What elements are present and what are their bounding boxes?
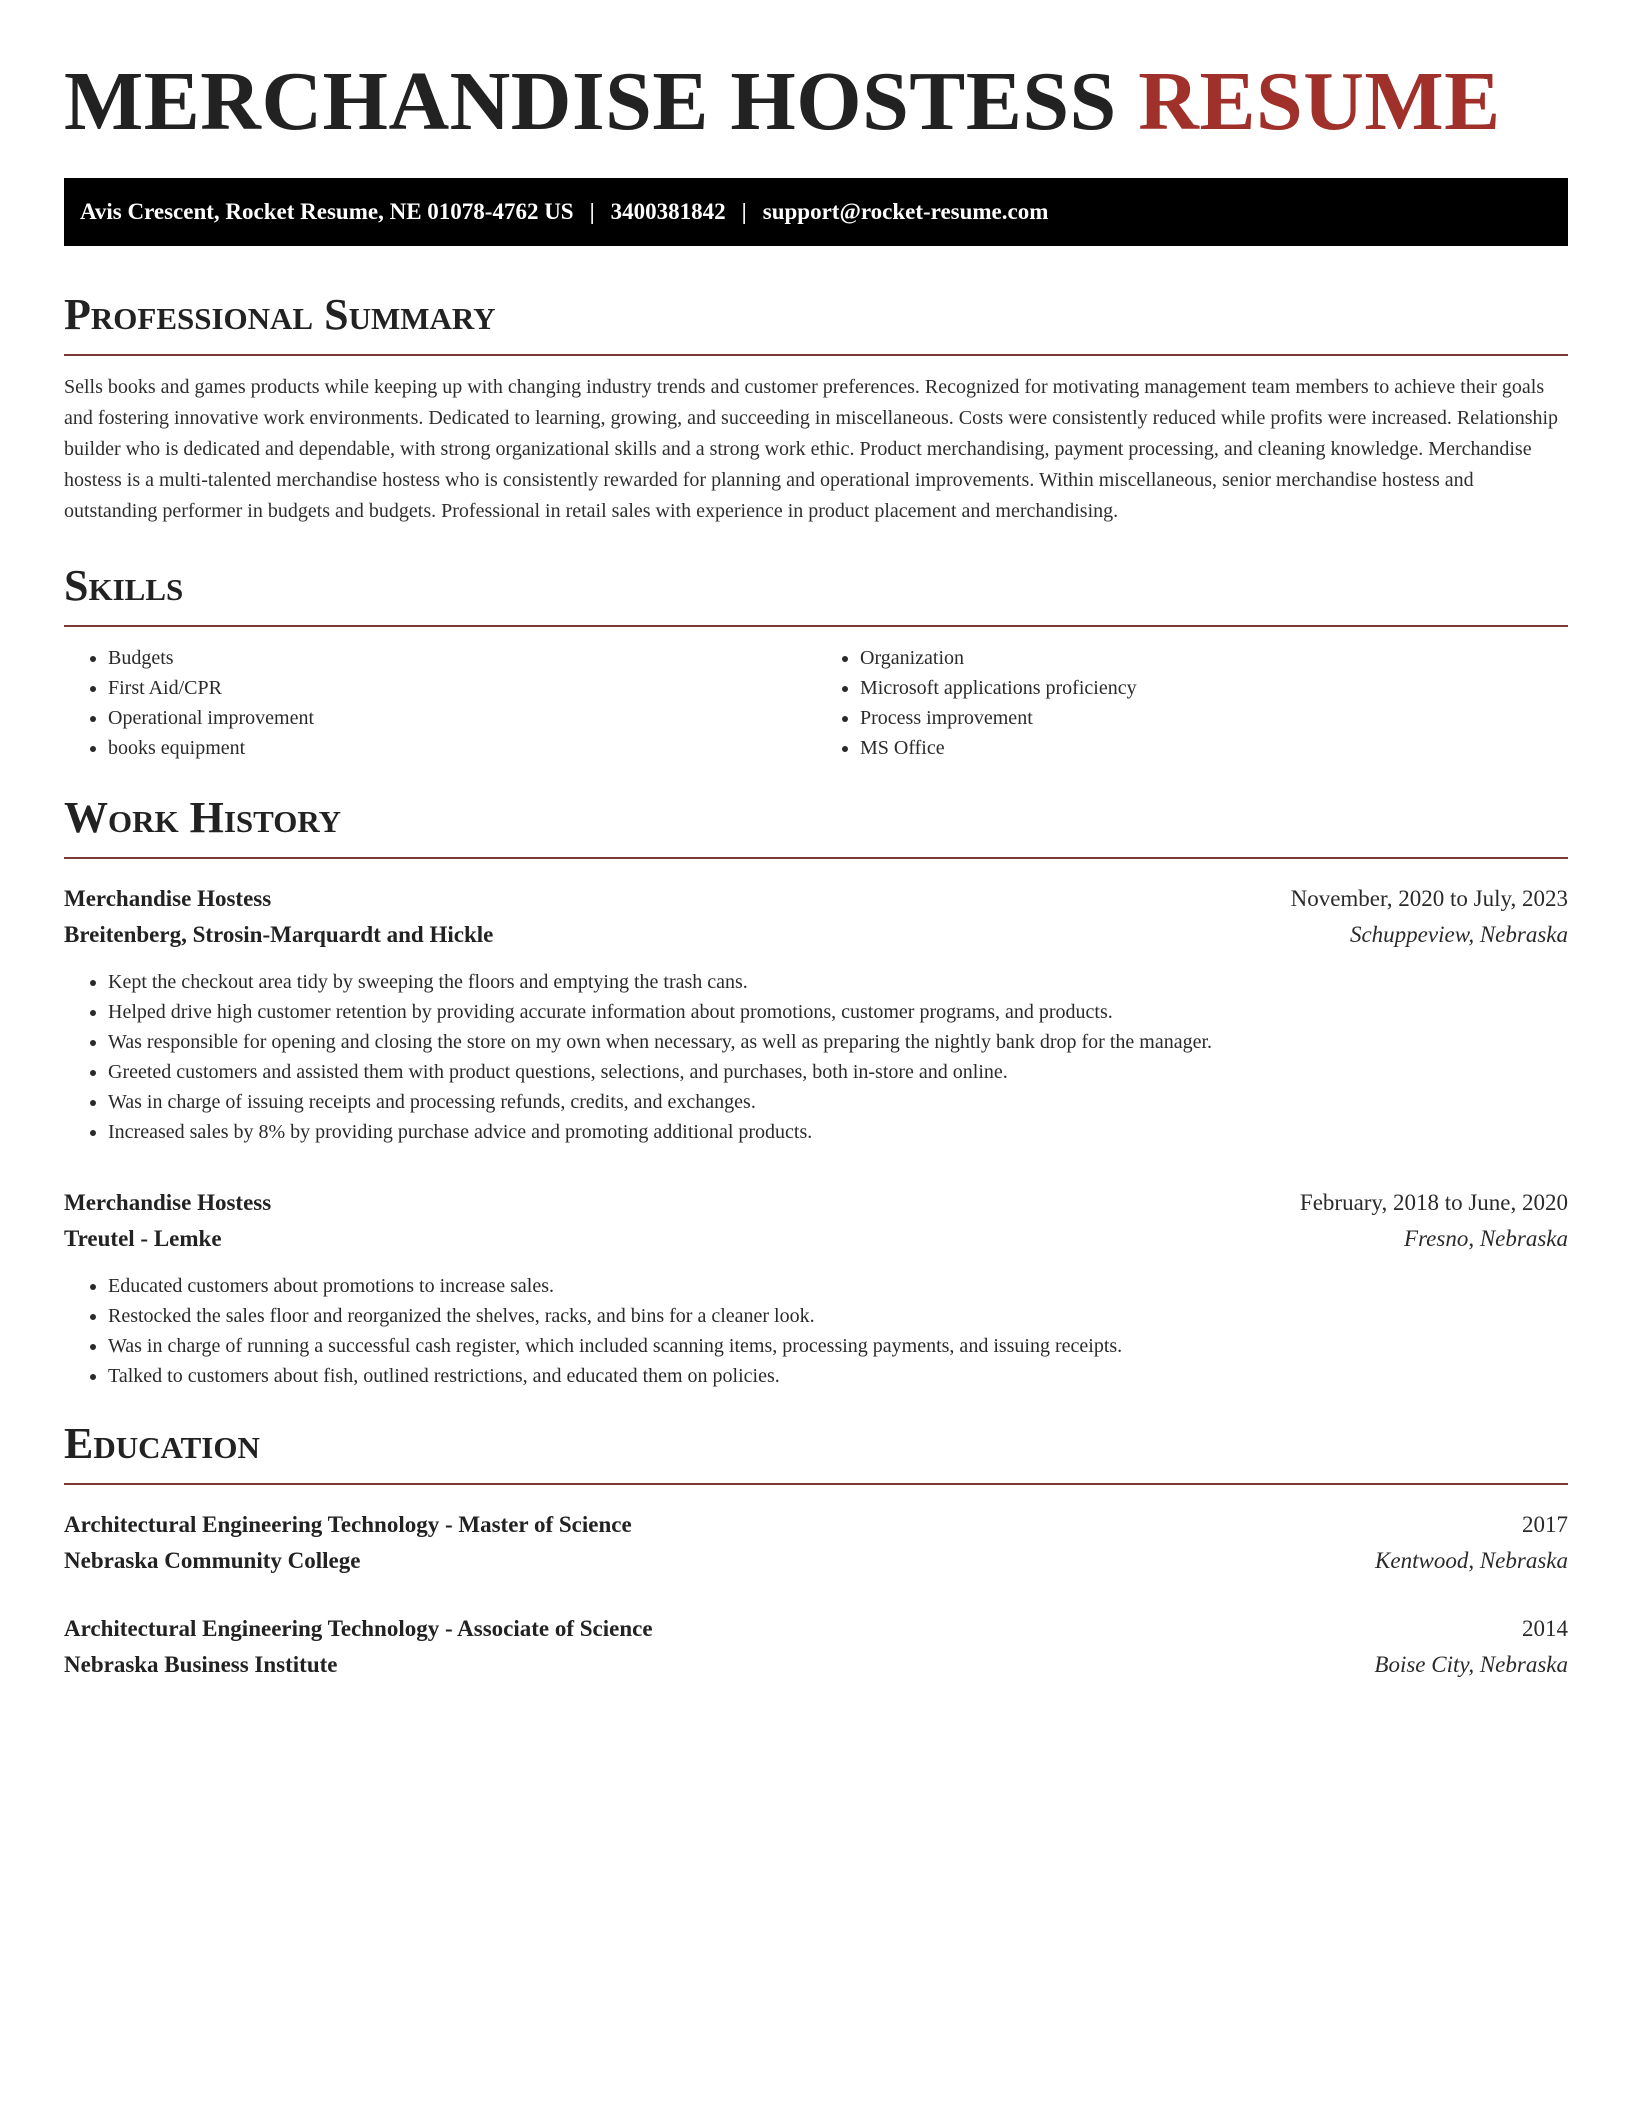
skill-item: • Organization bbox=[860, 643, 1568, 673]
skills-section bbox=[64, 561, 1568, 763]
job-bullet: • Talked to customers about fish, outlined restrictions, and educated them on policies. bbox=[108, 1361, 1568, 1391]
job-bullet: • Restocked the sales floor and reorganized the shelves, racks, and bins for a cleaner look. bbox=[108, 1301, 1568, 1331]
job-company: Treutel - Lemke bbox=[64, 1226, 222, 1251]
summary-heading: Professional Summary bbox=[64, 290, 1568, 356]
job-location: Fresno, Nebraska bbox=[1404, 1226, 1568, 1251]
work-history-section bbox=[64, 793, 1568, 1391]
contact-separator: | bbox=[589, 199, 595, 224]
education-entry bbox=[64, 1611, 1568, 1683]
skill-item: • First Aid/CPR bbox=[108, 673, 816, 703]
job-bullet: • Was responsible for opening and closing the store on my own when necessary, as well as preparing the nightly bank drop for the manager. bbox=[108, 1027, 1568, 1057]
education-location: Kentwood, Nebraska bbox=[1375, 1548, 1568, 1573]
education-degree-row bbox=[64, 1507, 1568, 1543]
summary-text: Sells books and games products while keeping up with changing industry trends and customer preferences. Recognized for motivating management team members to achieve their goals and fostering innovative work environments. Dedicated to learning, growing, and succeeding in miscellaneous. Costs were consistently reduced while profits were increased. Relationship builder who is dedicated and dependable, with strong organizational skills and a strong work ethic. Product merchandising, payment processing, and cleaning knowledge. Merchandise hostess is a multi-talented merchandise hostess who is consistently rewarded for planning and operational improvements. Within miscellaneous, senior merchandise hostess and outstanding performer in budgets and budgets. Professional in retail sales with experience in product placement and merchandising. bbox=[64, 376, 1559, 522]
education-school-row bbox=[64, 1647, 1568, 1683]
job-header-row bbox=[64, 1185, 1568, 1221]
job-entry bbox=[64, 1185, 1568, 1391]
education-degree: Architectural Engineering Technology - Associate of Science bbox=[64, 1616, 653, 1641]
job-bullets bbox=[64, 967, 1568, 1147]
job-bullet: • Greeted customers and assisted them with product questions, selections, and purchases, both in-store and online. bbox=[108, 1057, 1568, 1087]
contact-bar bbox=[64, 178, 1568, 246]
education-school-row bbox=[64, 1543, 1568, 1579]
job-location: Schuppeview, Nebraska bbox=[1349, 922, 1568, 947]
education-location: Boise City, Nebraska bbox=[1374, 1652, 1568, 1677]
job-title: Merchandise Hostess bbox=[64, 1190, 272, 1215]
job-entry bbox=[64, 881, 1568, 1147]
education-degree: Architectural Engineering Technology - Master of Science bbox=[64, 1512, 632, 1537]
contact-address: Avis Crescent, Rocket Resume, NE 01078-4762 US bbox=[80, 199, 574, 224]
resume-title bbox=[64, 52, 1568, 152]
job-bullet: • Was in charge of running a successful cash register, which included scanning items, processing payments, and issuing receipts. bbox=[108, 1331, 1568, 1361]
education-school: Nebraska Community College bbox=[64, 1548, 361, 1573]
education-section bbox=[64, 1419, 1568, 1683]
education-heading: Education bbox=[64, 1419, 1568, 1485]
title-accent: RESUME bbox=[1138, 55, 1501, 148]
job-company: Breitenberg, Strosin-Marquardt and Hickle bbox=[64, 922, 494, 947]
job-dates: February, 2018 to June, 2020 bbox=[1299, 1190, 1568, 1215]
job-dates: November, 2020 to July, 2023 bbox=[1290, 886, 1568, 911]
skill-item: • Microsoft applications proficiency bbox=[860, 673, 1568, 703]
contact-separator: | bbox=[741, 199, 747, 224]
skill-item: • MS Office bbox=[860, 733, 1568, 763]
education-year: 2017 bbox=[1522, 1512, 1568, 1537]
job-title: Merchandise Hostess bbox=[64, 886, 272, 911]
job-company-row bbox=[64, 1221, 1568, 1257]
summary-section bbox=[64, 290, 1568, 527]
work-history-heading: Work History bbox=[64, 793, 1568, 859]
skills-list-right bbox=[816, 643, 1568, 763]
skills-list-left bbox=[64, 643, 816, 763]
education-school: Nebraska Business Institute bbox=[64, 1652, 338, 1677]
education-year: 2014 bbox=[1522, 1616, 1568, 1641]
job-company-row bbox=[64, 917, 1568, 953]
job-bullet: • Helped drive high customer retention by providing accurate information about promotions, customer programs, and products. bbox=[108, 997, 1568, 1027]
title-main: MERCHANDISE HOSTESS bbox=[64, 55, 1117, 148]
contact-email: support@rocket-resume.com bbox=[762, 199, 1049, 224]
skill-item: • Process improvement bbox=[860, 703, 1568, 733]
skill-item: • Operational improvement bbox=[108, 703, 816, 733]
skills-heading: Skills bbox=[64, 561, 1568, 627]
job-bullets bbox=[64, 1271, 1568, 1391]
job-bullet: • Increased sales by 8% by providing purchase advice and promoting additional products. bbox=[108, 1117, 1568, 1147]
education-degree-row bbox=[64, 1611, 1568, 1647]
job-bullet: • Educated customers about promotions to increase sales. bbox=[108, 1271, 1568, 1301]
job-header-row bbox=[64, 881, 1568, 917]
skill-item: • Budgets bbox=[108, 643, 816, 673]
contact-phone: 3400381842 bbox=[610, 199, 726, 224]
skill-item: • books equipment bbox=[108, 733, 816, 763]
education-entry bbox=[64, 1507, 1568, 1579]
job-bullet: • Was in charge of issuing receipts and processing refunds, credits, and exchanges. bbox=[108, 1087, 1568, 1117]
job-bullet: • Kept the checkout area tidy by sweeping the floors and emptying the trash cans. bbox=[108, 967, 1568, 997]
skills-columns bbox=[64, 643, 1568, 763]
